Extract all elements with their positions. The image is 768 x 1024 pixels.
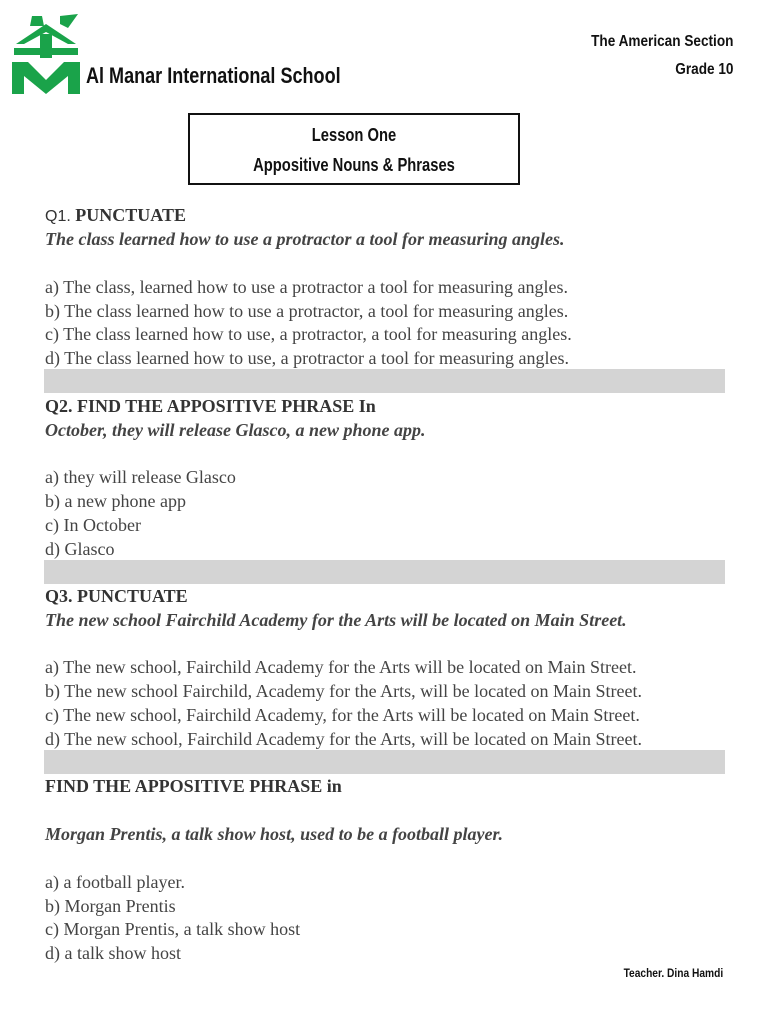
q1-option-d: d) The class learned how to use, a protractor a tool for measuring angles. [45, 348, 569, 368]
q1-number: Q1. [45, 208, 71, 225]
lesson-subtitle: Appositive Nouns & Phrases [253, 155, 455, 175]
q4-sentence: Morgan Prentis, a talk show host, used to be a football player. [45, 824, 504, 844]
q2-heading: Q2. FIND THE APPOSITIVE PHRASE In [45, 396, 376, 416]
q1-option-c: c) The class learned how to use, a protractor, a tool for measuring angles. [45, 324, 572, 344]
q1-option-a: a) The class, learned how to use a protractor a tool for measuring angles. [45, 277, 568, 297]
teacher-name: Teacher. Dina Hamdi [623, 966, 723, 980]
q4-option-a: a) a football player. [45, 872, 185, 892]
q3-option-c: c) The new school, Fairchild Academy, for the Arts will be located on Main Street. [45, 705, 640, 725]
q3-option-b: b) The new school Fairchild, Academy for the Arts, will be located on Main Street. [45, 681, 643, 701]
q4-heading: FIND THE APPOSITIVE PHRASE in [45, 776, 342, 796]
q3-option-d: d) The new school, Fairchild Academy for the Arts, will be located on Main Street. [45, 729, 643, 749]
school-name: Al Manar International School [86, 63, 341, 88]
q3-sentence: The new school Fairchild Academy for the Arts will be located on Main Street. [45, 610, 627, 630]
q1-option-b: b) The class learned how to use a protractor, a tool for measuring angles. [45, 301, 569, 321]
q2-option-d: d) Glasco [45, 539, 115, 559]
q4-option-d: d) a talk show host [45, 943, 181, 963]
q2-sentence: October, they will release Glasco, a new phone app. [45, 420, 426, 440]
q3-heading: Q3. PUNCTUATE [45, 586, 188, 606]
section-label: The American Section [590, 33, 733, 50]
al-manar-logo-icon [10, 14, 82, 94]
q1-heading [45, 204, 186, 228]
q2-option-c: c) In October [45, 515, 141, 535]
q4-option-b: b) Morgan Prentis [45, 896, 176, 916]
q4-option-c: c) Morgan Prentis, a talk show host [45, 919, 301, 939]
q1-instruction: PUNCTUATE [75, 205, 186, 225]
separator-band [44, 369, 725, 393]
separator-band [44, 750, 725, 774]
lesson-title-box [188, 113, 520, 185]
q2-option-a: a) they will release Glasco [45, 467, 236, 487]
grade-label: Grade 10 [674, 61, 733, 78]
q1-sentence: The class learned how to use a protractor a tool for measuring angles. [45, 229, 565, 249]
separator-band [44, 560, 725, 584]
q2-option-b: b) a new phone app [45, 491, 186, 511]
lesson-title: Lesson One [311, 125, 397, 145]
q3-option-a: a) The new school, Fairchild Academy for the Arts will be located on Main Street. [45, 657, 637, 677]
